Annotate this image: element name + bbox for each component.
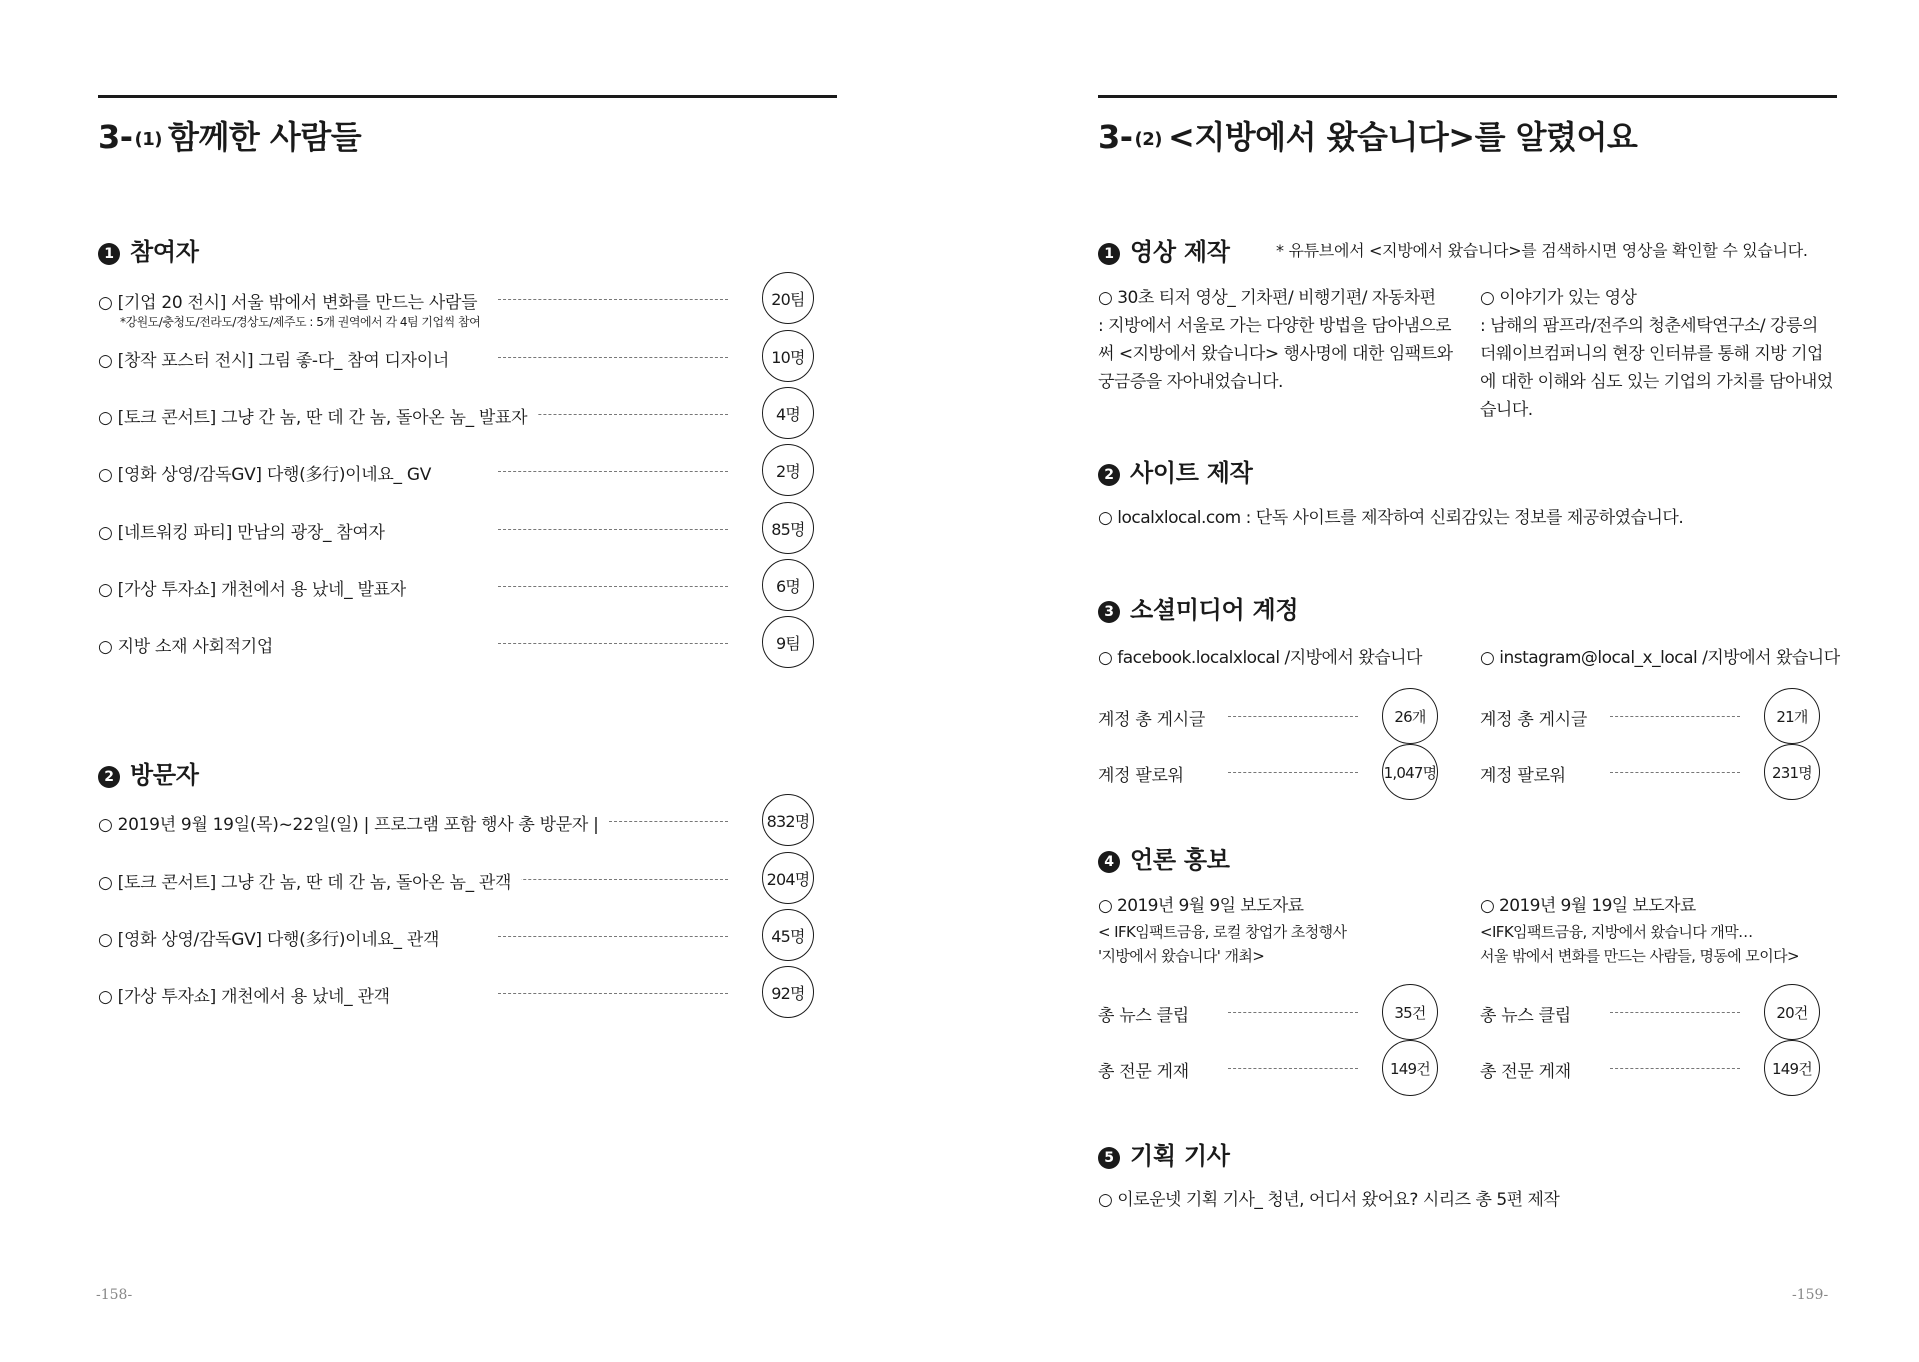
section-video: [1098, 232, 1230, 267]
count-circle: 6명: [762, 559, 814, 611]
section-note: * 유튜브에서 <지방에서 왔습니다>를 검색하시면 영상을 확인할 수 있습니다.: [1276, 241, 1808, 260]
count-circle: 4명: [762, 387, 814, 439]
instagram-account: ○ instagram@local_x_local /지방에서 왔습니다: [1480, 648, 1840, 668]
number-badge-icon: 2: [1098, 464, 1120, 486]
number-badge-icon: 5: [1098, 1147, 1120, 1169]
count-circle: 149건: [1382, 1040, 1438, 1096]
count-circle: 149건: [1764, 1040, 1820, 1096]
chapter-text: 함께한 사람들: [168, 118, 362, 156]
row-label: ○ 2019년 9월 19일(목)~22일(일) | 프로그램 포함 행사 총 방문자 |: [98, 810, 609, 835]
fb-posts-stat: [1098, 688, 1438, 744]
right-clips-stat: [1480, 984, 1820, 1040]
count-circle: 204명: [762, 852, 814, 904]
count-circle: 1,047명: [1382, 744, 1438, 800]
dotted-leader: [498, 936, 728, 937]
video-story-text: [1480, 284, 1833, 424]
section-visitors: [98, 755, 199, 790]
site-description: ○ localxlocal.com : 단독 사이트를 제작하여 신뢰감있는 정보를 제공하였습니다.: [1098, 508, 1684, 528]
row-label: ○ [네트워킹 파티] 만남의 광장_ 참여자: [98, 518, 395, 543]
section-heading: 영상 제작: [1130, 238, 1230, 266]
visitor-row: [98, 794, 818, 848]
stat-label: 총 뉴스 클립: [1480, 1001, 1581, 1026]
section-heading: 소셜미디어 계정: [1130, 596, 1299, 624]
count-circle: 832명: [762, 794, 814, 846]
count-circle: 85명: [762, 502, 814, 554]
press-headline: <IFK임팩트금융, 지방에서 왔습니다 개막…: [1480, 923, 1753, 941]
page-number: -159-: [1792, 1287, 1829, 1303]
stat-label: 총 뉴스 클립: [1098, 1001, 1199, 1026]
fb-followers-stat: [1098, 744, 1438, 800]
dotted-leader: [498, 879, 728, 880]
dotted-leader: [498, 529, 728, 530]
section-heading: 참여자: [130, 238, 199, 266]
participant-row: [98, 444, 818, 498]
section-heading: 방문자: [130, 761, 199, 789]
row-label: ○ 지방 소재 사회적기업: [98, 632, 283, 657]
press-headline: '지방에서 왔습니다' 개최>: [1098, 947, 1265, 965]
row-footnote: *강원도/충청도/전라도/경상도/제주도 : 5개 권역에서 각 4팀 기업씩 참여: [120, 315, 481, 329]
page-number: -158-: [96, 1287, 133, 1303]
right-reposts-stat: [1480, 1040, 1820, 1096]
count-circle: 20팀: [762, 272, 814, 324]
top-rule: [1098, 95, 1837, 98]
dotted-leader: [1610, 1012, 1740, 1013]
stat-label: 계정 팔로워: [1480, 761, 1576, 786]
text-line: ○ 이야기가 있는 영상: [1480, 288, 1637, 308]
visitor-row: [98, 852, 818, 906]
participant-row: [98, 616, 818, 670]
press-date: ○ 2019년 9월 9일 보도자료: [1098, 896, 1304, 916]
text-line: ○ 30초 티저 영상_ 기차편/ 비행기편/ 자동차편: [1098, 288, 1436, 308]
participant-row: [98, 387, 818, 441]
press-headline: 서울 밖에서 변화를 만드는 사람들, 명동에 모이다>: [1480, 947, 1799, 965]
row-label: ○ [영화 상영/감독GV] 다행(多行)이네요_ 관객: [98, 925, 449, 950]
section-feature: [1098, 1136, 1230, 1171]
text-line: : 지방에서 서울로 가는 다양한 방법을 담아냄으로: [1098, 316, 1452, 336]
stat-label: 계정 팔로워: [1098, 761, 1194, 786]
row-label: ○ [토크 콘서트] 그냥 간 놈, 딴 데 간 놈, 돌아온 놈_ 관객: [98, 868, 521, 893]
chapter-title: [98, 112, 361, 158]
press-headline: < IFK임팩트금융, 로컬 창업가 초청행사: [1098, 923, 1347, 941]
stat-label: 총 전문 게재: [1480, 1057, 1581, 1082]
chapter-number: (1): [134, 129, 163, 150]
row-label: ○ [토크 콘서트] 그냥 간 놈, 딴 데 간 놈, 돌아온 놈_ 발표자: [98, 403, 537, 428]
count-circle: 92명: [762, 966, 814, 1018]
number-badge-icon: 3: [1098, 601, 1120, 623]
text-line: 더웨이브컴퍼니의 현장 인터뷰를 통해 지방 기업: [1480, 344, 1823, 364]
dotted-leader: [1228, 772, 1358, 773]
stat-label: 계정 총 게시글: [1098, 705, 1215, 730]
top-rule: [98, 95, 837, 98]
text-line: 써 <지방에서 왔습니다> 행사명에 대한 임팩트와: [1098, 344, 1453, 364]
stat-label: 총 전문 게재: [1098, 1057, 1199, 1082]
number-badge-icon: 1: [1098, 243, 1120, 265]
left-clips-stat: [1098, 984, 1438, 1040]
chapter-number: (2): [1134, 129, 1163, 150]
dotted-leader: [498, 643, 728, 644]
dotted-leader: [1610, 716, 1740, 717]
dotted-leader: [498, 471, 728, 472]
dotted-leader: [1228, 716, 1358, 717]
count-circle: 10명: [762, 330, 814, 382]
video-teaser-text: [1098, 284, 1453, 396]
row-label: ○ [영화 상영/감독GV] 다행(多行)이네요_ GV: [98, 460, 441, 485]
count-circle: 20건: [1764, 984, 1820, 1040]
dotted-leader: [498, 993, 728, 994]
text-line: 습니다.: [1480, 400, 1533, 420]
count-circle: 45명: [762, 909, 814, 961]
text-line: 에 대한 이해와 심도 있는 기업의 가치를 담아내었: [1480, 372, 1833, 392]
count-circle: 2명: [762, 444, 814, 496]
row-label: ○ [가상 투자쇼] 개천에서 용 났네_ 관객: [98, 982, 400, 1007]
section-press: [1098, 840, 1230, 875]
participant-row: [98, 559, 818, 613]
count-circle: 26개: [1382, 688, 1438, 744]
count-circle: 231명: [1764, 744, 1820, 800]
visitor-row: [98, 966, 818, 1020]
row-label: ○ [기업 20 전시] 서울 밖에서 변화를 만드는 사람들: [98, 288, 487, 313]
section-social: [1098, 590, 1298, 625]
feature-description: ○ 이로운넷 기획 기사_ 청년, 어디서 왔어요? 시리즈 총 5편 제작: [1098, 1190, 1560, 1210]
row-label: ○ [가상 투자쇼] 개천에서 용 났네_ 발표자: [98, 575, 416, 600]
row-label: ○ [창작 포스터 전시] 그림 좋-다_ 참여 디자이너: [98, 346, 459, 371]
participant-row: [98, 330, 818, 384]
number-badge-icon: 1: [98, 243, 120, 265]
count-circle: 21개: [1764, 688, 1820, 744]
section-heading: 기획 기사: [1130, 1142, 1230, 1170]
dotted-leader: [1610, 772, 1740, 773]
chapter-prefix: 3-: [98, 118, 133, 156]
left-reposts-stat: [1098, 1040, 1438, 1096]
number-badge-icon: 2: [98, 766, 120, 788]
section-heading: 사이트 제작: [1130, 459, 1253, 487]
participant-row: [98, 272, 818, 329]
section-participants: [98, 232, 199, 267]
dotted-leader: [1610, 1068, 1740, 1069]
visitor-row: [98, 909, 818, 963]
dotted-leader: [1228, 1068, 1358, 1069]
press-release-right: [1480, 892, 1799, 968]
text-line: : 남해의 팜프라/전주의 청춘세탁연구소/ 강릉의: [1480, 316, 1818, 336]
chapter-title: [1098, 112, 1637, 158]
dotted-leader: [498, 586, 728, 587]
text-line: 궁금증을 자아내었습니다.: [1098, 372, 1283, 392]
section-site: [1098, 453, 1252, 488]
right-page: [960, 0, 1919, 1362]
dotted-leader: [1228, 1012, 1358, 1013]
ig-posts-stat: [1480, 688, 1820, 744]
press-release-left: [1098, 892, 1346, 968]
facebook-account: ○ facebook.localxlocal /지방에서 왔습니다: [1098, 648, 1422, 668]
press-date: ○ 2019년 9월 19일 보도자료: [1480, 896, 1696, 916]
ig-followers-stat: [1480, 744, 1820, 800]
count-circle: 9팀: [762, 616, 814, 668]
chapter-text: <지방에서 왔습니다>를 알렸어요: [1168, 118, 1638, 156]
participant-row: [98, 502, 818, 556]
number-badge-icon: 4: [1098, 851, 1120, 873]
chapter-prefix: 3-: [1098, 118, 1133, 156]
stat-label: 계정 총 게시글: [1480, 705, 1597, 730]
dotted-leader: [498, 299, 728, 300]
count-circle: 35건: [1382, 984, 1438, 1040]
dotted-leader: [498, 357, 728, 358]
section-heading: 언론 홍보: [1130, 846, 1230, 874]
